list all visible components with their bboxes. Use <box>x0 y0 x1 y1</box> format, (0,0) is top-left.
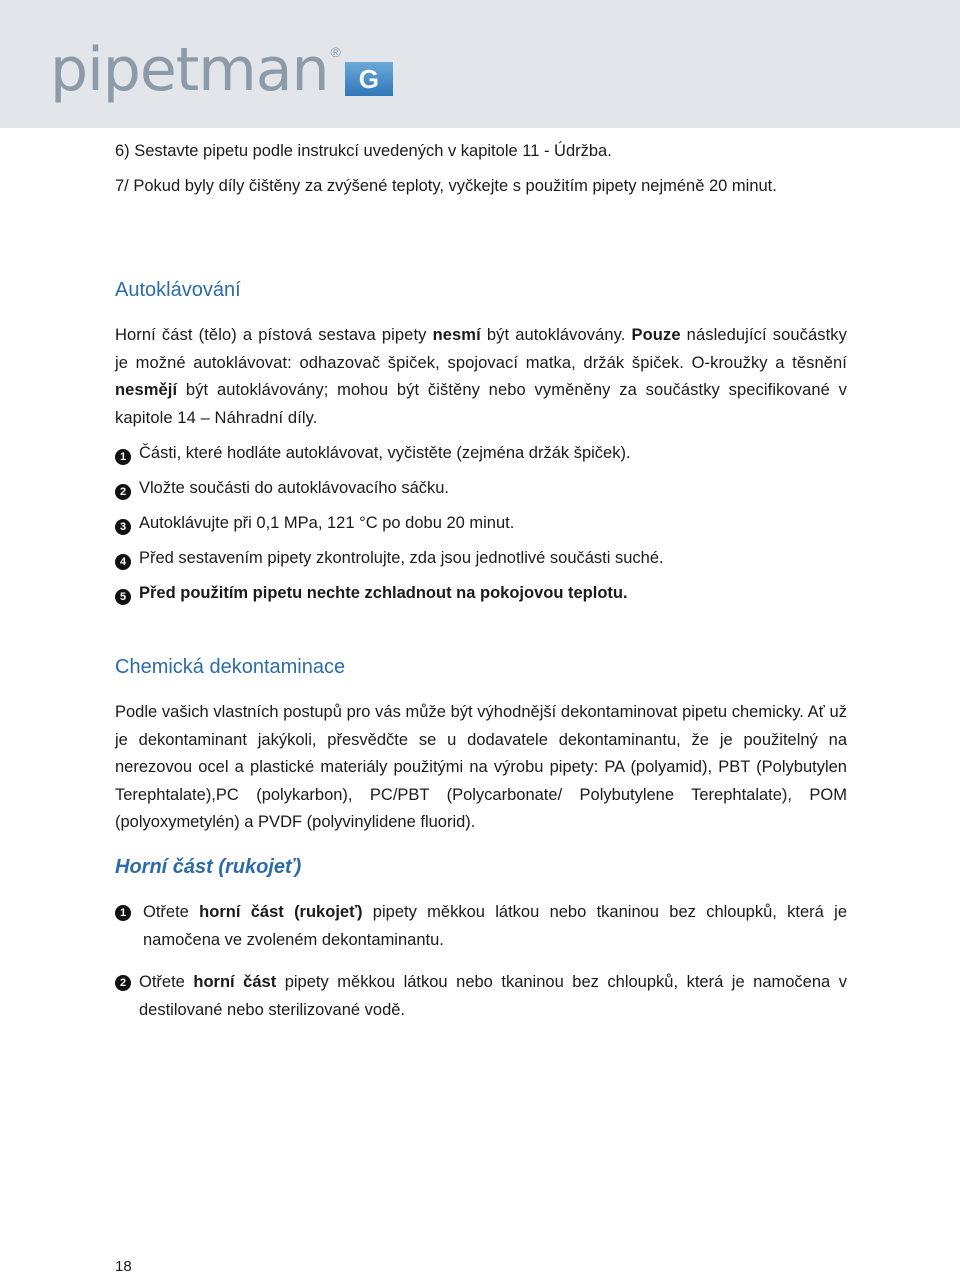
upper-step-text <box>139 969 847 1024</box>
text-run: Otřete <box>139 973 194 991</box>
autoclave-section <box>115 276 847 607</box>
autoclave-paragraph <box>115 322 847 432</box>
text-run: Horní část (tělo) a pístová sestava pipety <box>115 326 433 344</box>
number-2-icon: 2 <box>115 975 131 991</box>
emphasis-pouze: Pouze <box>631 326 681 344</box>
number-1-icon: 1 <box>115 449 131 465</box>
logo-wordmark: pipetman <box>50 35 329 105</box>
number-2-icon: 2 <box>115 484 131 500</box>
step-item <box>115 440 847 467</box>
step-text: Části, které hodláte autoklávovat, vyčistěte (zejména držák špiček). <box>139 444 631 462</box>
text-run: Otřete <box>143 903 200 921</box>
page-header <box>0 0 960 128</box>
logo-badge-g: G <box>345 62 393 96</box>
logo-registered-mark: ® <box>330 44 341 60</box>
pipetman-logo <box>50 30 393 105</box>
text-run: pipety měkkou látkou nebo tkaninou bez chloupků, která je namočena v destilované nebo sterilizované vodě. <box>139 973 847 1019</box>
emphasis-nesmeji: nesmějí <box>115 381 178 399</box>
step-item <box>115 475 847 502</box>
step-item <box>115 510 847 537</box>
step-text: Před sestavením pipety zkontrolujte, zda jsou jednotlivé součásti suché. <box>139 549 664 567</box>
step-text: Autoklávujte při 0,1 MPa, 121 °C po dobu 20 minut. <box>139 514 515 532</box>
emphasis-upper-part: horní část <box>193 973 277 991</box>
autoclave-steps <box>115 440 847 607</box>
autoclave-heading: Autoklávování <box>115 279 241 301</box>
upper-step-item <box>115 969 847 1024</box>
text-run: pipety měkkou látkou nebo tkaninou bez chloupků, která je namočena ve zvoleném dekontaminantu. <box>143 903 847 949</box>
intro-line-1: 6) Sestavte pipetu podle instrukcí uvedených v kapitole 11 - Údržba. <box>115 142 612 160</box>
step-text: Vložte součásti do autoklávovacího sáčku. <box>139 479 450 497</box>
step-item <box>115 545 847 572</box>
number-4-icon: 4 <box>115 554 131 570</box>
upper-step-text <box>143 899 847 954</box>
number-1-icon: 1 <box>115 905 131 921</box>
text-run: následující součástky je možné autoklávovat: odhazovač špiček, spojovací matka, držák špiček. O-kroužky a těsnění <box>115 326 847 372</box>
emphasis-upper-part: horní část (rukojeť) <box>199 903 363 921</box>
upper-part-section <box>115 853 847 1024</box>
step-text-bold: Před použitím pipetu nechte zchladnout na pokojovou teplotu. <box>139 584 628 602</box>
page-number: 18 <box>115 1258 132 1275</box>
intro-line-2: 7/ Pokud byly díly čištěny za zvýšené teploty, vyčkejte s použitím pipety nejméně 20 minut. <box>115 176 777 195</box>
emphasis-nesmi: nesmí <box>432 326 481 344</box>
chemical-paragraph: Podle vašich vlastních postupů pro vás může být výhodnější dekontaminovat pipetu chemicky. Ať už je dekontaminant jakýkoli, přesvědčte se u dodavatele dekontaminantu, že je použitelný na nerezovou ocel a plastické materiály použitými na výrobu pipety: PA (polyamid), PBT (Polybutylen Terephtalate),PC (polykarbon), PC/PBT (Polycarbonate/ Polybutylene Terephtalate), POM (polyoxymetylén) a PVDF (polyvinylidene fluorid). <box>115 703 847 831</box>
text-run: být autoklávovány; mohou být čištěny nebo vyměněny za součástky specifikované v kapitole 14 – Náhradní díly. <box>115 381 847 427</box>
chemical-section <box>115 653 847 837</box>
chemical-heading: Chemická dekontaminace <box>115 656 346 678</box>
upper-step-item <box>115 899 847 954</box>
step-item <box>115 580 847 607</box>
text-run: být autoklávovány. <box>480 326 632 344</box>
number-5-icon: 5 <box>115 589 131 605</box>
upper-part-heading: Horní část (rukojeť) <box>115 856 302 878</box>
number-3-icon: 3 <box>115 519 131 535</box>
intro-section <box>115 138 847 200</box>
